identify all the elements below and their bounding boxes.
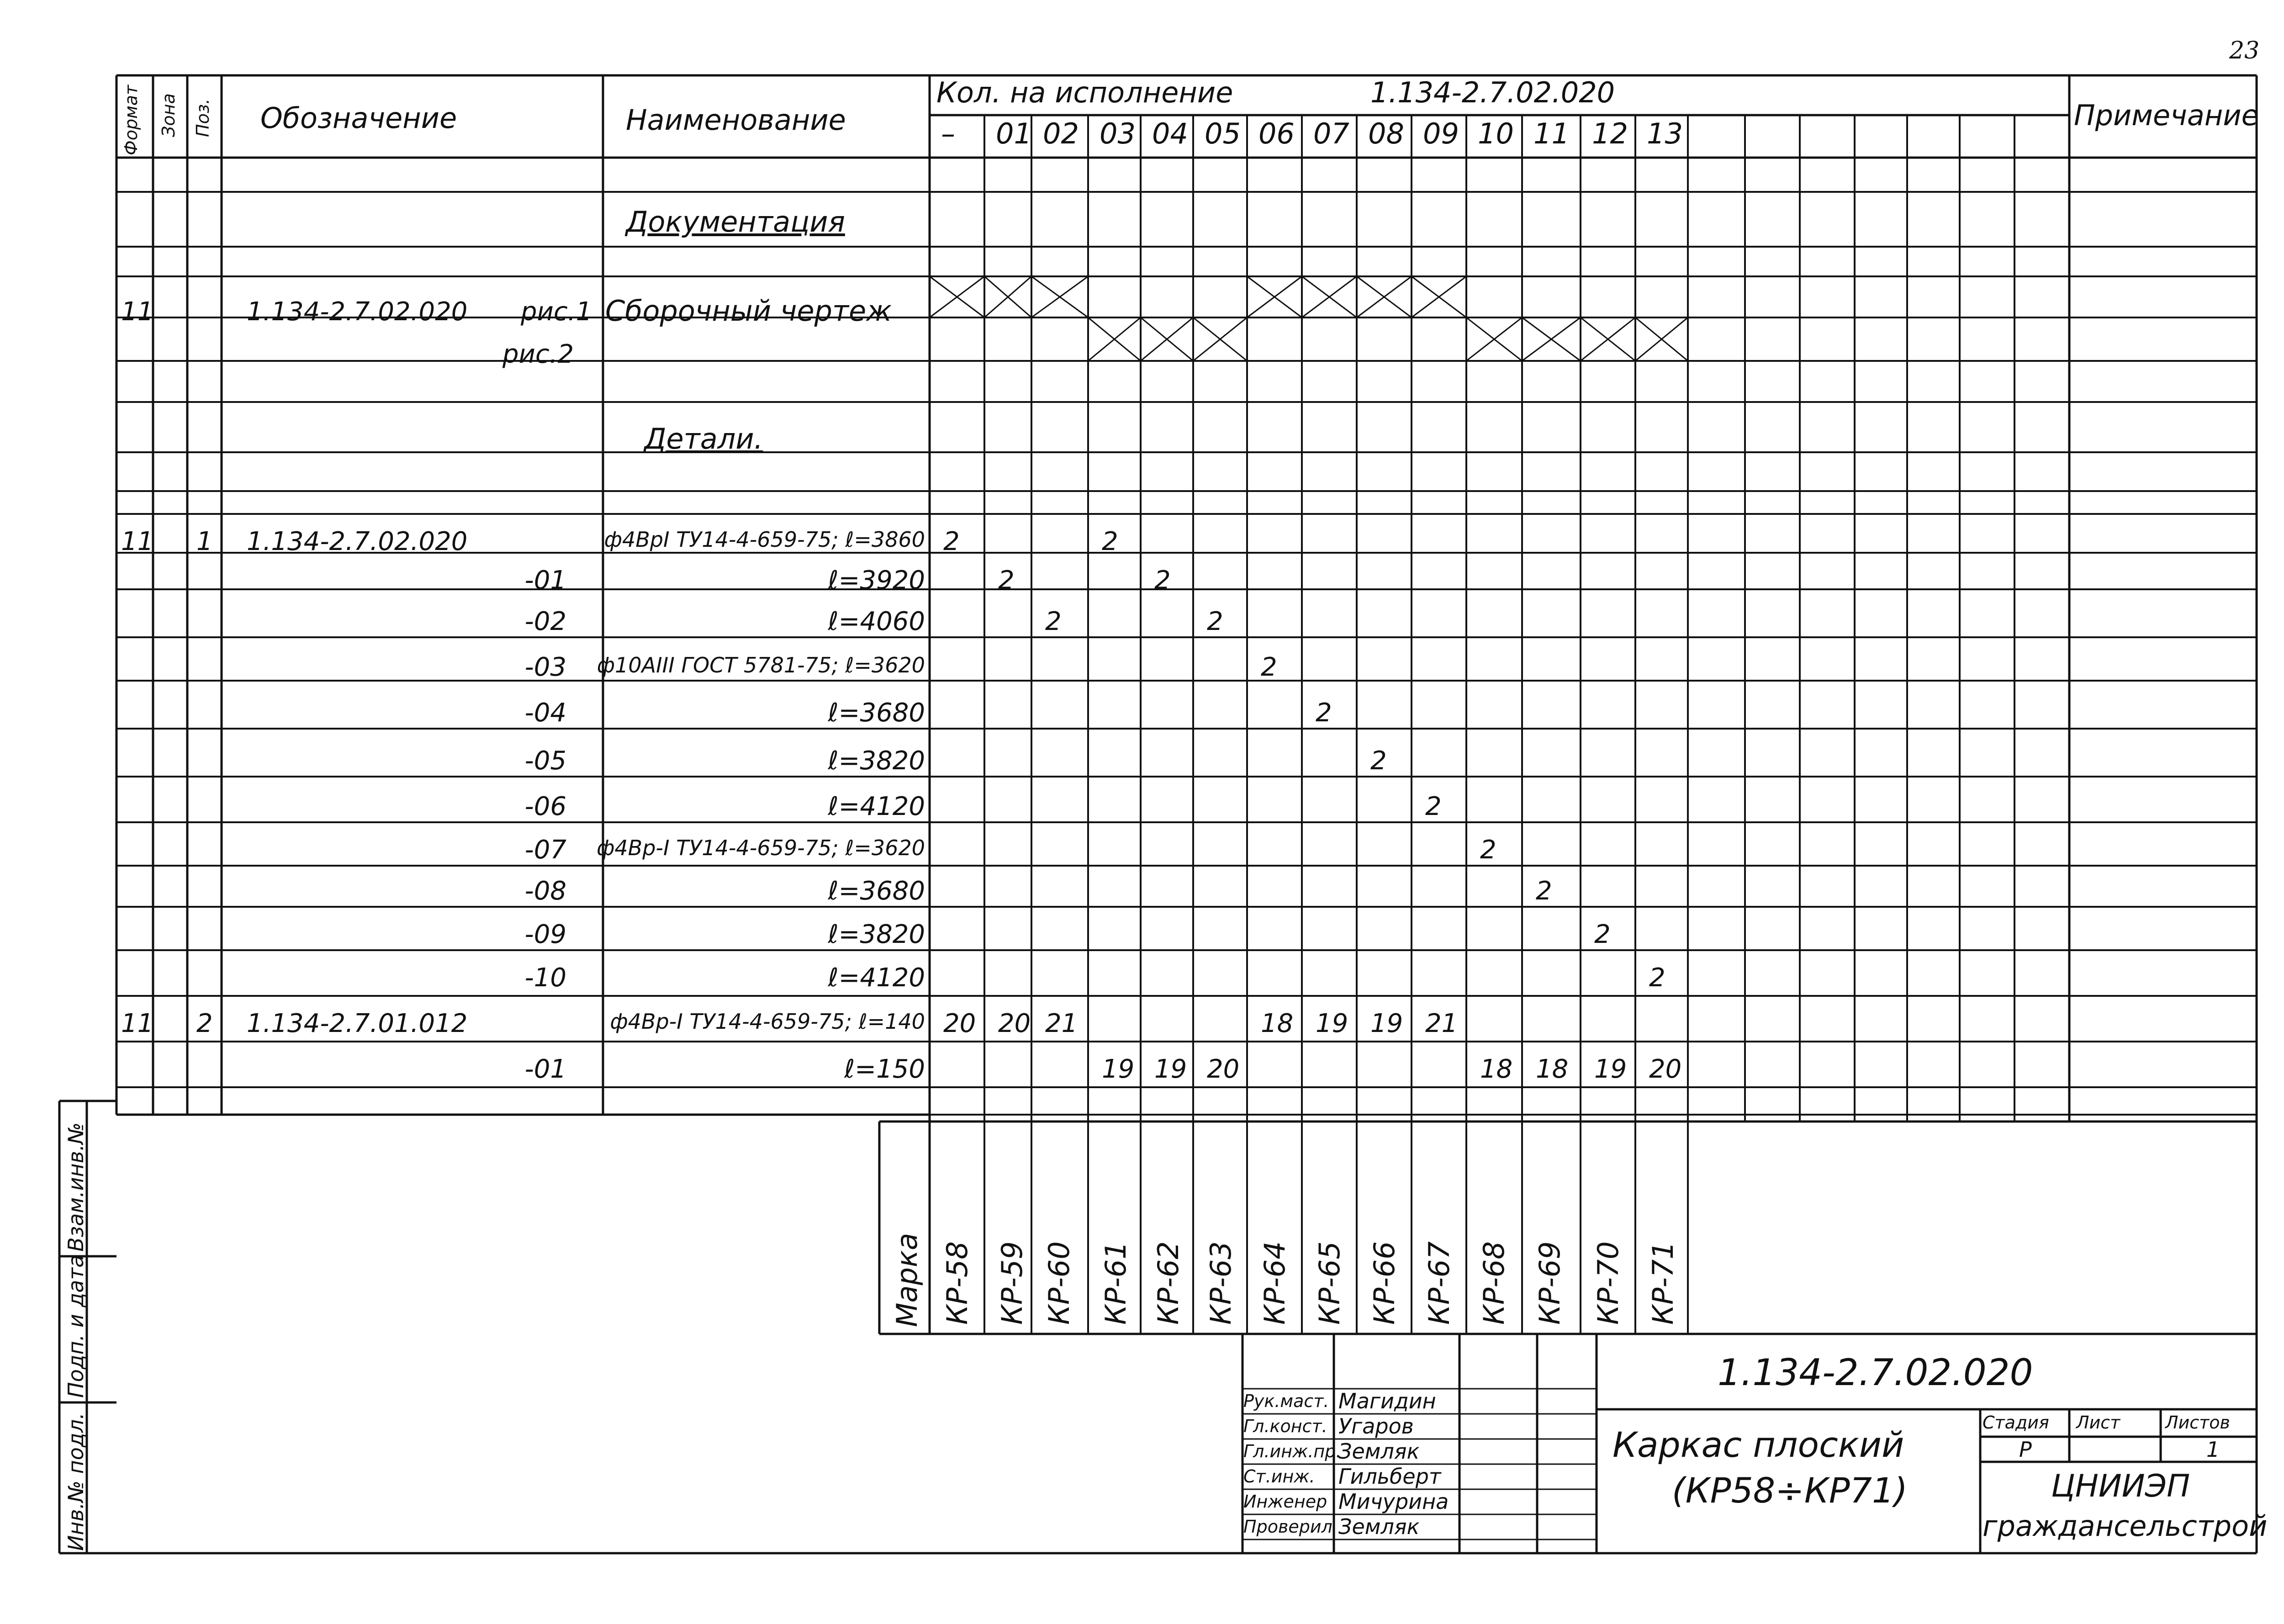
row-qty: 2 [1045,607,1062,636]
role-title: Гл.конст. [1243,1416,1327,1436]
row-designation: -02 [524,607,566,636]
header-pos: Поз. [193,98,213,137]
row-qty: 2 [1261,652,1277,682]
row-qty: 19 [1594,1054,1627,1084]
row-qty: 2 [998,566,1015,595]
marka-value: КР-62 [1152,1241,1185,1325]
header-name: Наименование [626,103,846,137]
row-name: ф10АIII ГОСТ 5781-75; ℓ=3620 [597,653,925,677]
row-qty: 18 [1536,1054,1569,1084]
row-name: ℓ=3680 [828,876,925,906]
row-name: ℓ=3820 [828,920,925,949]
row-designation: -10 [524,963,566,993]
row-qty: 2 [1316,698,1332,728]
marka-value: КР-66 [1368,1241,1401,1325]
header-designation: Обозначение [260,101,457,135]
row-name: ф4Вр-I ТУ14-4-659-75; ℓ=3620 [597,836,925,860]
marka-value: КР-60 [1042,1241,1076,1325]
row-qty: 2 [1425,792,1442,821]
row-name: ℓ=4120 [828,792,925,821]
row-qty: 20 [1207,1054,1240,1084]
marka-value: КР-65 [1313,1241,1346,1325]
sheets-label: Листов [2165,1412,2230,1433]
row-qty: 20 [943,1009,976,1038]
row-name: ℓ=3680 [828,698,925,728]
role-name: Гильберт [1338,1464,1441,1489]
row-designation: -06 [524,792,566,821]
sheets-value: 1 [2206,1437,2220,1462]
header-zone: Зона [159,93,179,137]
title-line1: Каркас плоский [1613,1424,1904,1465]
marka-value: КР-70 [1591,1241,1625,1325]
role-name: Угаров [1338,1414,1414,1439]
row-designation: -03 [524,652,566,682]
variant-label: 03 [1100,117,1136,150]
row-name: ℓ=3820 [828,746,925,776]
row-designation: -01 [524,566,566,595]
row-qty: 2 [1649,963,1665,993]
section-documentation: Документация [626,205,845,238]
marka-value: КР-71 [1646,1241,1680,1325]
row-qty: 21 [1045,1009,1078,1038]
row-qty: 2 [1370,746,1387,776]
role-title: Проверил [1243,1517,1332,1537]
row-pos: 2 [196,1009,213,1038]
row-name: ℓ=4060 [828,607,925,636]
marka-value: КР-63 [1204,1241,1237,1325]
marka-label: Марка [890,1233,924,1327]
assembly-format: 11 [121,297,154,327]
stage-value: Р [2019,1437,2032,1462]
header-qty-title: Кол. на исполнение [936,76,1233,109]
row-designation: 1.134-2.7.02.020 [247,527,468,556]
assembly-fig1: рис.1 [521,297,592,327]
row-qty: 19 [1316,1009,1348,1038]
role-title: Инженер [1243,1492,1327,1512]
row-qty: 2 [1102,527,1118,556]
marka-value: КР-67 [1422,1241,1456,1325]
row-name: ℓ=150 [844,1054,925,1084]
page-number: 23 [2229,37,2260,64]
row-qty: 19 [1102,1054,1135,1084]
role-name: Земляк [1338,1439,1420,1464]
variant-label: 08 [1368,117,1404,150]
role-name: Земляк [1338,1514,1420,1539]
stage-label: Стадия [1983,1412,2049,1433]
row-name: ℓ=4120 [828,963,925,993]
row-qty: 2 [943,527,960,556]
section-details: Детали. [644,422,763,455]
variant-label: 13 [1647,117,1683,150]
stamp-inv-orig: Инв.№ подл. [63,1412,88,1551]
row-qty: 2 [1480,835,1496,865]
role-name: Магидин [1338,1389,1436,1413]
assembly-name: Сборочный чертеж [605,294,892,328]
row-designation: -07 [524,835,566,865]
stamp-replace-inv: Взам.инв.№ [63,1122,88,1252]
role-title: Ст.инж. [1243,1466,1315,1486]
row-qty: 21 [1425,1009,1458,1038]
marka-value: КР-64 [1258,1241,1291,1325]
row-format: 11 [121,527,154,556]
role-title: Рук.маст. [1243,1391,1329,1411]
row-qty: 19 [1154,1054,1187,1084]
variant-label: 12 [1592,117,1628,150]
variant-label: 07 [1313,117,1349,150]
row-qty: 2 [1154,566,1171,595]
variant-label: 01 [996,117,1032,150]
row-designation: -04 [524,698,566,728]
row-format: 11 [121,1009,154,1038]
variant-label: 05 [1205,117,1241,150]
variant-label: 09 [1423,117,1459,150]
org-line1: ЦНИИЭП [2051,1468,2190,1504]
row-designation: -05 [524,746,566,776]
sheet-label: Лист [2076,1412,2120,1433]
marka-value: КР-59 [995,1241,1029,1325]
row-qty: 20 [998,1009,1031,1038]
row-qty: 18 [1261,1009,1294,1038]
variant-label: – [941,117,955,150]
row-pos: 1 [196,527,213,556]
header-format: Формат [121,85,141,155]
variant-label: 04 [1152,117,1188,150]
row-name: ф4ВрI ТУ14-4-659-75; ℓ=3860 [604,527,925,552]
row-designation: -09 [524,920,566,949]
row-qty: 18 [1480,1054,1513,1084]
row-name: ф4Вр-I ТУ14-4-659-75; ℓ=140 [610,1009,925,1034]
doc-number: 1.134-2.7.02.020 [1718,1351,2033,1394]
variant-label: 10 [1478,117,1514,150]
row-qty: 2 [1207,607,1223,636]
marka-value: КР-68 [1477,1241,1511,1325]
role-title: Гл.инж.пр. [1243,1441,1342,1461]
stamp-sign-date: Подп. и дата [63,1254,88,1398]
row-designation: -08 [524,876,566,906]
role-name: Мичурина [1338,1489,1449,1514]
header-qty-doc: 1.134-2.7.02.020 [1370,76,1615,109]
row-qty: 2 [1594,920,1611,949]
variant-label: 11 [1533,117,1570,150]
row-qty: 19 [1370,1009,1403,1038]
variant-label: 06 [1258,117,1295,150]
assembly-fig2: рис.2 [502,339,574,369]
row-designation: 1.134-2.7.01.012 [247,1009,468,1038]
title-line2: (КР58÷КР71) [1672,1470,1908,1511]
variant-label: 02 [1043,117,1079,150]
org-line2: гражданcельстрой [1983,1509,2268,1543]
row-qty: 20 [1649,1054,1682,1084]
assembly-designation: 1.134-2.7.02.020 [247,297,468,327]
row-qty: 2 [1536,876,1552,906]
marka-value: КР-58 [941,1241,974,1325]
row-designation: -01 [524,1054,566,1084]
row-name: ℓ=3920 [828,566,925,595]
marka-value: КР-69 [1533,1241,1566,1325]
marka-value: КР-61 [1099,1241,1132,1325]
header-note: Примечание [2074,99,2259,132]
